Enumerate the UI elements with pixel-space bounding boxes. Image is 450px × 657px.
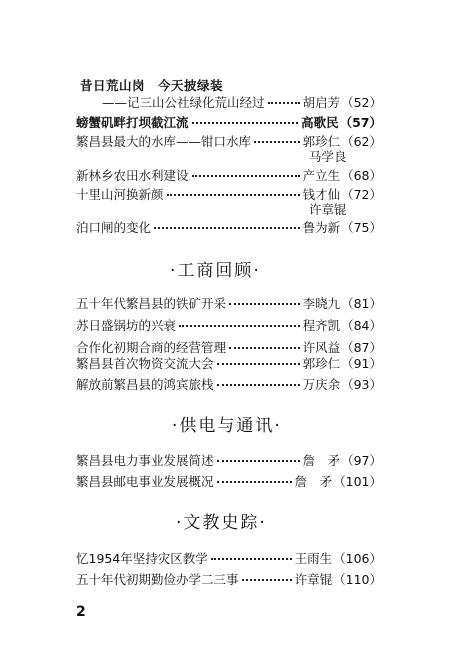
section-heading-business: ·工商回顾· — [170, 261, 261, 281]
entry-author: 郭珍仁 — [302, 356, 341, 371]
dot-leader — [229, 347, 300, 349]
entry-author: 产立生 — [302, 168, 341, 183]
dot-leader — [217, 460, 300, 462]
dot-leader — [242, 579, 292, 581]
dot-leader — [211, 558, 292, 560]
entry-author: 郭珍仁 — [302, 134, 341, 149]
entry-title: 解放前繁昌县的鸿宾旅栈 — [76, 377, 214, 392]
toc-entry[interactable] — [76, 340, 382, 355]
entry-page: （84） — [341, 318, 382, 333]
dot-leader — [192, 175, 300, 177]
dot-leader — [217, 363, 300, 365]
dot-leader — [154, 227, 300, 229]
entry-author: 鲁为新 — [302, 220, 341, 235]
entry-title: 繁昌县首次物资交流大会 — [76, 356, 214, 371]
entry-page: （110） — [333, 572, 382, 587]
entry-author: 李晓九 — [302, 296, 341, 311]
group-heading: 昔日荒山岗 今天披绿装 — [80, 78, 224, 93]
entry-second-author: 马学良 — [309, 149, 347, 164]
toc-entry[interactable] — [76, 220, 382, 235]
entry-title: 合作化初期合商的经营管理 — [76, 340, 227, 355]
entry-title: 新林乡农田水利建设 — [76, 168, 189, 183]
entry-title: 五十年代初期勤俭办学二三事 — [76, 572, 239, 587]
dot-leader — [167, 194, 300, 196]
toc-entry[interactable] — [102, 95, 382, 110]
entry-page: （101） — [333, 474, 382, 489]
entry-author: 万庆余 — [302, 377, 341, 392]
entry-page: （52） — [341, 95, 382, 110]
section-heading-education: ·文教史踪· — [176, 513, 267, 533]
entry-page: （87） — [341, 340, 382, 355]
entry-page: （68） — [341, 168, 382, 183]
toc-entry[interactable] — [76, 453, 382, 468]
entry-title: 泊口闸的变化 — [76, 220, 152, 235]
toc-entry[interactable] — [76, 134, 382, 149]
toc-entry[interactable] — [76, 551, 382, 566]
toc-entry[interactable] — [76, 474, 382, 489]
dot-leader — [268, 102, 300, 104]
dot-leader — [229, 303, 300, 305]
dot-leader — [179, 325, 300, 327]
section-heading-power: ·供电与通讯· — [172, 416, 282, 436]
entry-page: （106） — [333, 551, 382, 566]
toc-entry[interactable] — [76, 377, 382, 392]
entry-author: 王雨生 — [294, 551, 333, 566]
dot-leader — [254, 141, 300, 143]
entry-title: 忆1954年坚持灾区教学 — [76, 551, 208, 566]
entry-author: 程齐凯 — [302, 318, 341, 333]
entry-page: （57） — [339, 115, 382, 130]
entry-author: 詹 矛 — [294, 474, 333, 489]
entry-author: 詹 矛 — [302, 453, 341, 468]
entry-page: （97） — [341, 453, 382, 468]
entry-author: 高歌民 — [301, 115, 339, 130]
entry-page: （93） — [341, 377, 382, 392]
entry-page: （91） — [341, 356, 382, 371]
toc-entry[interactable] — [76, 115, 382, 130]
entry-page: （75） — [341, 220, 382, 235]
entry-second-author: 许章锟 — [309, 202, 347, 217]
toc-entry[interactable] — [76, 296, 382, 311]
entry-page: （62） — [341, 134, 382, 149]
entry-title: 苏日盛锅坊的兴衰 — [76, 318, 177, 333]
entry-title: ——记三山公社绿化荒山经过 — [102, 95, 265, 110]
entry-title: 五十年代繁昌县的铁矿开采 — [76, 296, 227, 311]
entry-title: 繁昌县电力事业发展简述 — [76, 453, 214, 468]
entry-author: 许风益 — [302, 340, 341, 355]
toc-entry[interactable] — [76, 356, 382, 371]
toc-entry[interactable] — [76, 187, 382, 202]
entry-author: 许章锟 — [294, 572, 333, 587]
toc-entry[interactable] — [76, 318, 382, 333]
dot-leader — [217, 384, 300, 386]
entry-author: 胡启芳 — [302, 95, 341, 110]
entry-title: 繁昌县最大的水库——钳口水库 — [76, 134, 252, 149]
page-number: 2 — [76, 604, 86, 620]
entry-title: 繁昌县邮电事业发展概况 — [76, 474, 214, 489]
entry-title: 螃蟹矶畔打坝截江流 — [76, 115, 189, 130]
dot-leader — [192, 122, 299, 124]
entry-author: 钱才仙 — [302, 187, 341, 202]
entry-page: （81） — [341, 296, 382, 311]
toc-entry[interactable] — [76, 572, 382, 587]
entry-page: （72） — [341, 187, 382, 202]
entry-title: 十里山河换新颜 — [76, 187, 164, 202]
toc-entry[interactable] — [76, 168, 382, 183]
dot-leader — [217, 481, 292, 483]
